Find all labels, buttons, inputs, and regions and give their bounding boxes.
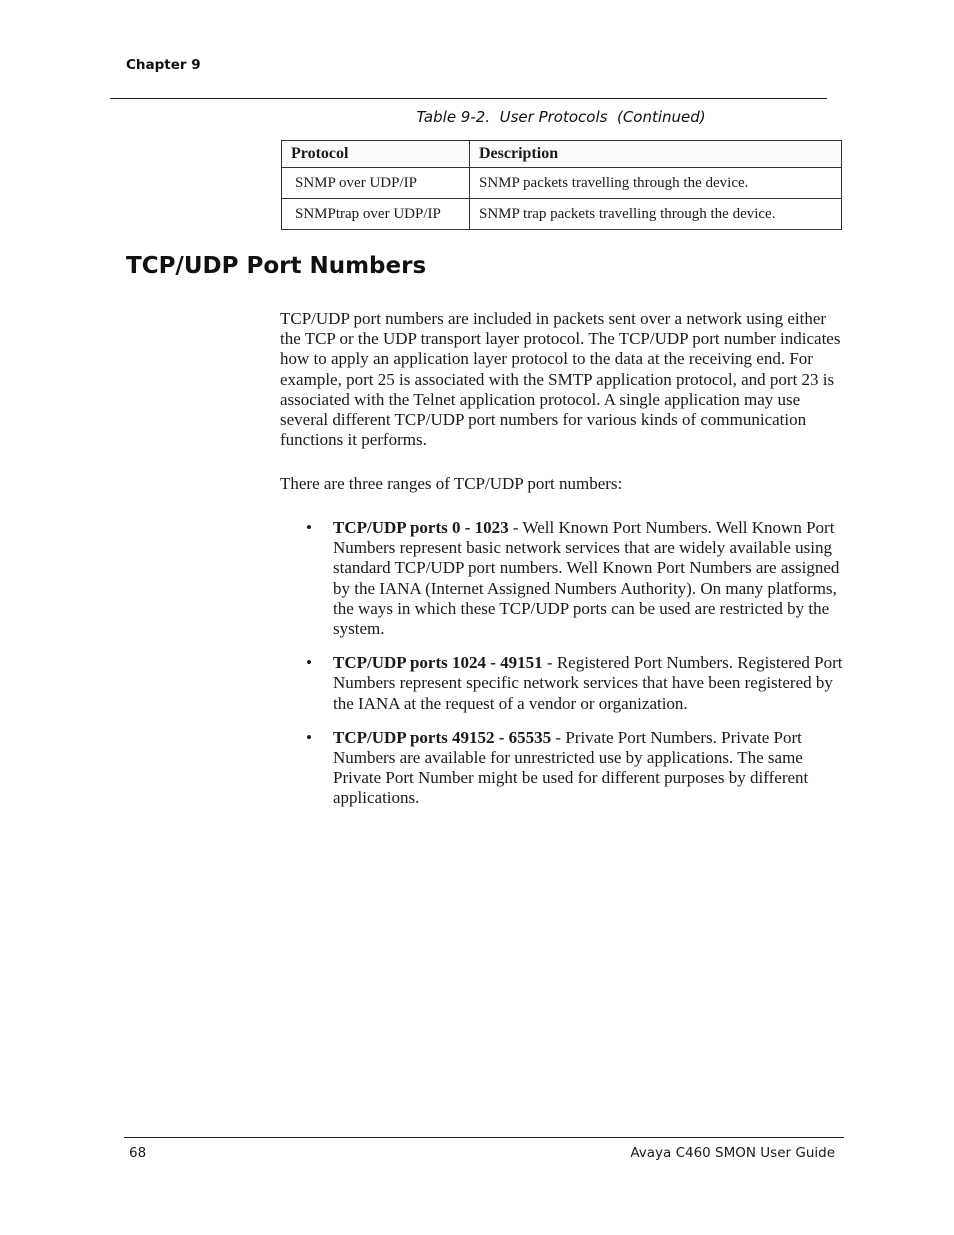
range-description: - Private Port Numbers. Private Port Numbers are available for unrestricted use by applications. The same Private Port Number might be used for different purposes by different applications.	[333, 727, 809, 808]
port-ranges-list	[305, 518, 845, 823]
column-header-protocol: Protocol	[282, 141, 470, 168]
range-description: - Registered Port Numbers. Registered Port Numbers represent specific network services that have been registered by the IANA at the request of a vendor or organization.	[333, 653, 843, 713]
list-item	[305, 518, 845, 639]
range-label: TCP/UDP ports 49152 - 65535	[333, 727, 552, 747]
header-rule	[110, 98, 827, 99]
list-item	[305, 653, 845, 714]
ranges-intro-paragraph: There are three ranges of TCP/UDP port numbers:	[280, 474, 623, 493]
range-description: - Well Known Port Numbers. Well Known Port Numbers represent basic network services that are widely available using standard TCP/UDP port numbers. Well Known Port Numbers are assigned by the IANA (Internet Assigned Numbers Authority). On many platforms, the ways in which these TCP/UDP ports can be used are restricted by the system.	[333, 518, 840, 639]
table-row	[282, 168, 842, 199]
list-item	[305, 728, 845, 809]
protocol-cell: SNMPtrap over UDP/IP	[282, 199, 470, 230]
protocol-cell: SNMP over UDP/IP	[282, 168, 470, 199]
page-number: 68	[129, 1145, 147, 1161]
footer-rule	[124, 1137, 844, 1138]
description-cell: SNMP trap packets travelling through the device.	[470, 199, 842, 230]
bullet-icon: •	[306, 653, 312, 673]
table-caption: Table 9-2. User Protocols (Continued)	[416, 108, 706, 126]
column-header-description: Description	[470, 141, 842, 168]
table-header-row	[282, 141, 842, 168]
description-cell: SNMP packets travelling through the device.	[470, 168, 842, 199]
intro-paragraph: TCP/UDP port numbers are included in packets sent over a network using either the TCP or the UDP transport layer protocol. The TCP/UDP port number indicates how to apply an application layer protocol to the data at the receiving end. For example, port 25 is associated with the SMTP application protocol, and port 23 is associated with the Telnet application protocol. A single application may use several different TCP/UDP port numbers for various kinds of communication functions it performs.	[280, 309, 841, 450]
range-label: TCP/UDP ports 1024 - 49151	[333, 653, 543, 673]
bullet-icon: •	[306, 518, 312, 537]
table-row	[282, 199, 842, 230]
user-protocols-table	[281, 140, 842, 230]
bullet-icon: •	[306, 727, 312, 747]
chapter-header: Chapter 9	[126, 57, 201, 73]
guide-title: Avaya C460 SMON User Guide	[630, 1145, 835, 1161]
range-label: TCP/UDP ports 0 - 1023	[333, 518, 509, 537]
section-title: TCP/UDP Port Numbers	[126, 253, 427, 279]
